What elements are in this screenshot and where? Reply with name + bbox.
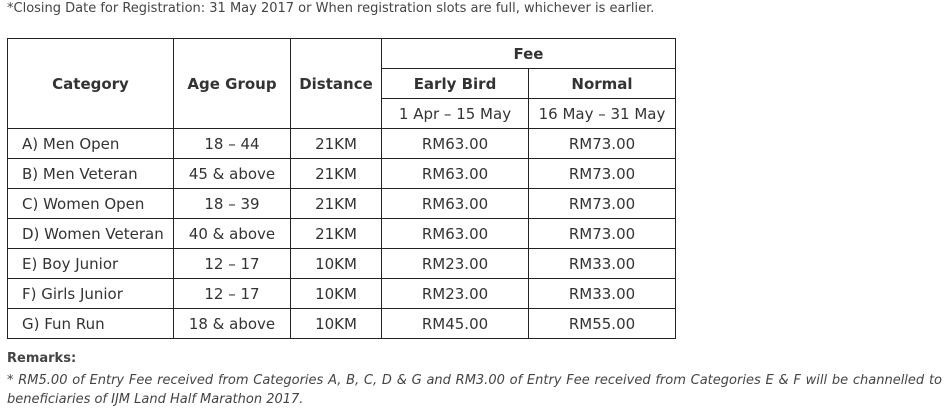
age-group-cell: 45 & above bbox=[174, 159, 291, 189]
early-bird-fee-cell: RM63.00 bbox=[382, 189, 529, 219]
early-bird-fee-cell: RM23.00 bbox=[382, 249, 529, 279]
normal-fee-cell: RM73.00 bbox=[529, 129, 676, 159]
table-row bbox=[8, 129, 676, 159]
table-row bbox=[8, 309, 676, 339]
normal-fee-cell: RM73.00 bbox=[529, 219, 676, 249]
distance-cell: 21KM bbox=[291, 129, 382, 159]
normal-fee-cell: RM55.00 bbox=[529, 309, 676, 339]
normal-fee-cell: RM33.00 bbox=[529, 249, 676, 279]
category-cell: G) Fun Run bbox=[8, 309, 174, 339]
remarks-text: * RM5.00 of Entry Fee received from Categories A, B, C, D & G and RM3.00 of Entry Fee received from Categories E & F will be channelled to beneficiaries of IJM Land Half Marathon 2017. bbox=[7, 373, 942, 407]
early-bird-fee-cell: RM63.00 bbox=[382, 159, 529, 189]
header-distance: Distance bbox=[291, 39, 382, 129]
category-cell: E) Boy Junior bbox=[8, 249, 174, 279]
distance-cell: 21KM bbox=[291, 189, 382, 219]
closing-date-note: *Closing Date for Registration: 31 May 2017 or When registration slots are full, whichever is earlier. bbox=[7, 1, 655, 16]
age-group-cell: 18 – 39 bbox=[174, 189, 291, 219]
distance-cell: 21KM bbox=[291, 219, 382, 249]
header-normal: Normal bbox=[529, 69, 676, 99]
early-bird-fee-cell: RM45.00 bbox=[382, 309, 529, 339]
age-group-cell: 18 & above bbox=[174, 309, 291, 339]
table-row bbox=[8, 219, 676, 249]
table-row bbox=[8, 279, 676, 309]
distance-cell: 21KM bbox=[291, 159, 382, 189]
table-row bbox=[8, 189, 676, 219]
category-cell: C) Women Open bbox=[8, 189, 174, 219]
header-fee: Fee bbox=[382, 39, 676, 69]
normal-fee-cell: RM73.00 bbox=[529, 159, 676, 189]
header-early-bird-dates: 1 Apr – 15 May bbox=[382, 99, 529, 129]
category-cell: F) Girls Junior bbox=[8, 279, 174, 309]
normal-fee-cell: RM73.00 bbox=[529, 189, 676, 219]
distance-cell: 10KM bbox=[291, 249, 382, 279]
distance-cell: 10KM bbox=[291, 309, 382, 339]
category-cell: B) Men Veteran bbox=[8, 159, 174, 189]
registration-fee-table bbox=[7, 38, 676, 339]
age-group-cell: 18 – 44 bbox=[174, 129, 291, 159]
category-cell: D) Women Veteran bbox=[8, 219, 174, 249]
normal-fee-cell: RM33.00 bbox=[529, 279, 676, 309]
remarks-title: Remarks: bbox=[7, 351, 77, 366]
table-row bbox=[8, 249, 676, 279]
age-group-cell: 12 – 17 bbox=[174, 249, 291, 279]
early-bird-fee-cell: RM63.00 bbox=[382, 129, 529, 159]
header-age-group: Age Group bbox=[174, 39, 291, 129]
header-early-bird: Early Bird bbox=[382, 69, 529, 99]
distance-cell: 10KM bbox=[291, 279, 382, 309]
header-category: Category bbox=[8, 39, 174, 129]
header-normal-dates: 16 May – 31 May bbox=[529, 99, 676, 129]
early-bird-fee-cell: RM63.00 bbox=[382, 219, 529, 249]
age-group-cell: 12 – 17 bbox=[174, 279, 291, 309]
category-cell: A) Men Open bbox=[8, 129, 174, 159]
early-bird-fee-cell: RM23.00 bbox=[382, 279, 529, 309]
age-group-cell: 40 & above bbox=[174, 219, 291, 249]
table-row bbox=[8, 159, 676, 189]
